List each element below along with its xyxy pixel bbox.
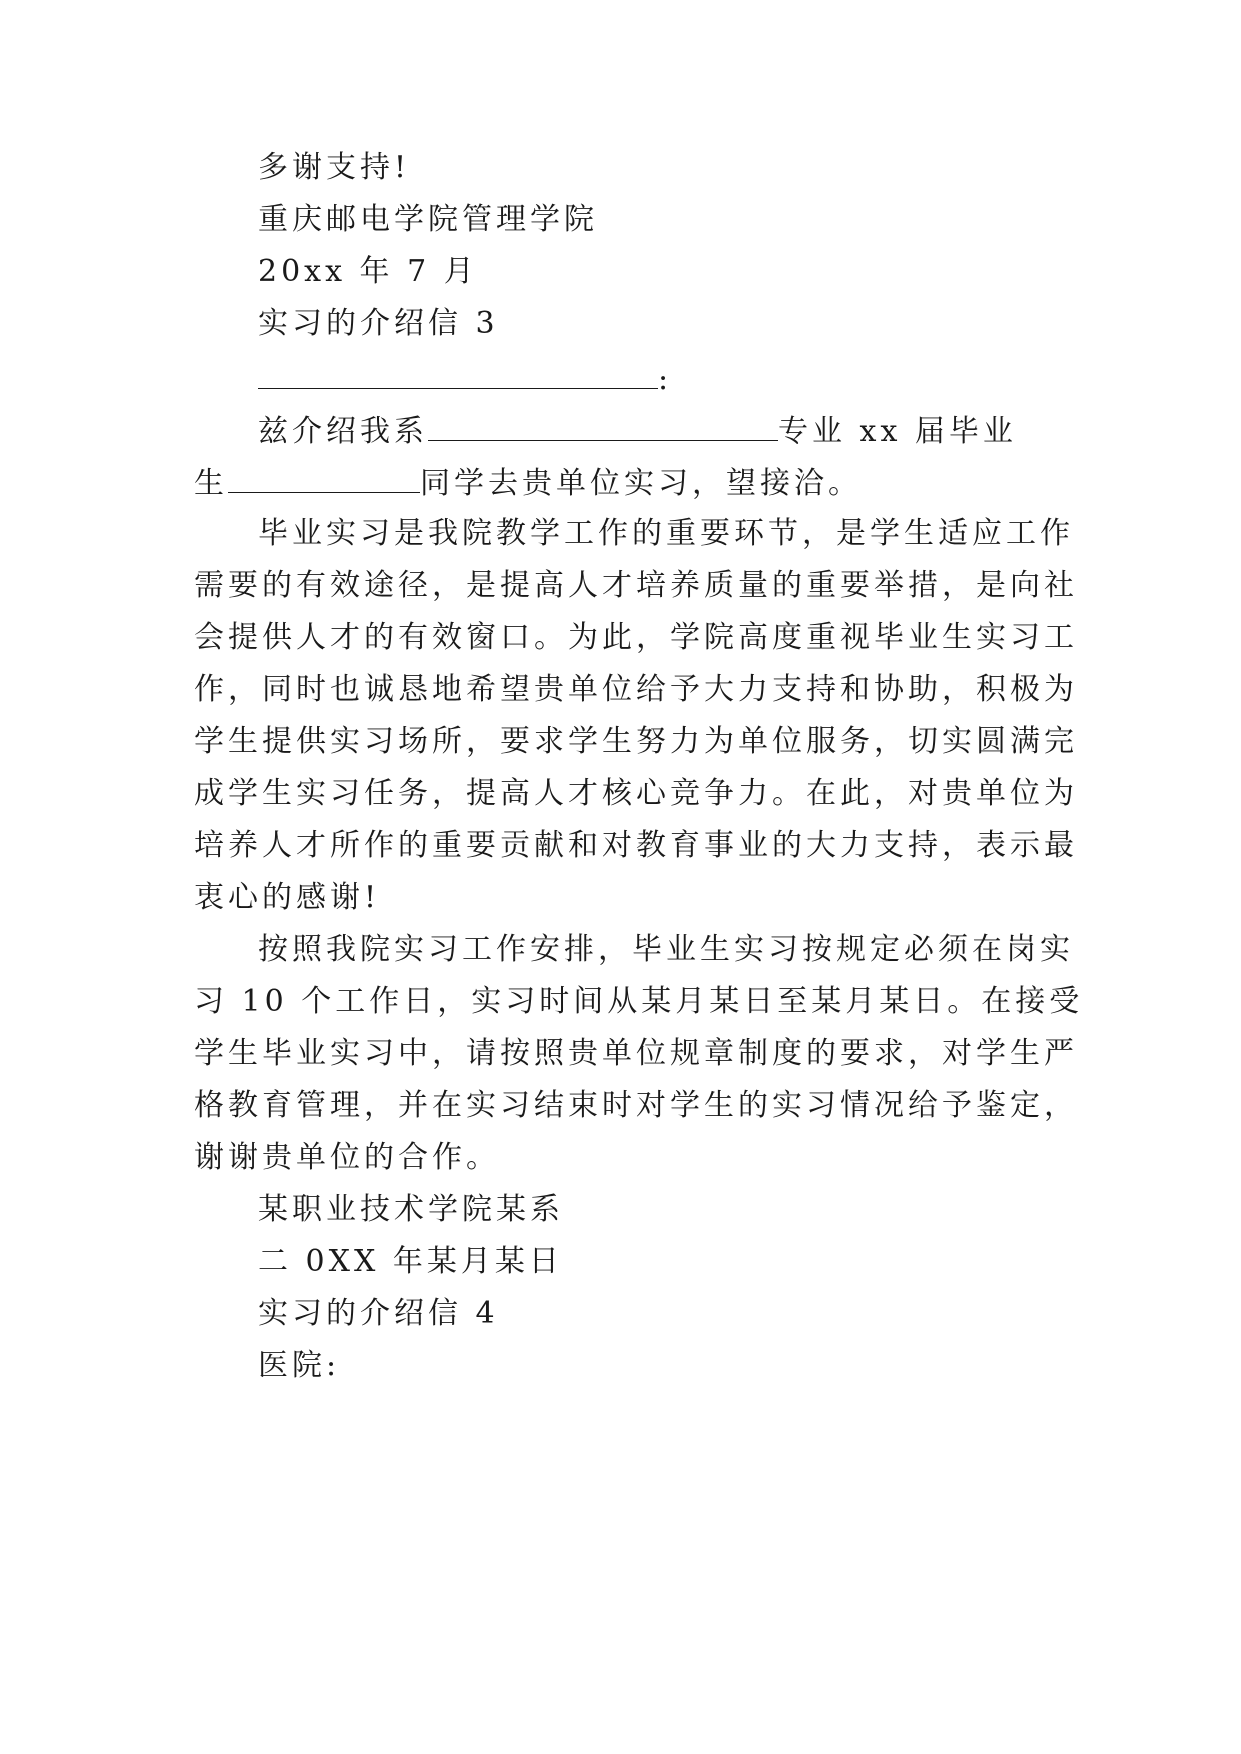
letter3-intro-line1 — [258, 410, 1118, 452]
para1-line: 成学生实习任务，提高人才核心竞争力。在此，对贵单位为 — [194, 776, 1078, 811]
para2-line: 按照我院实习工作安排，毕业生实习按规定必须在岗实 — [258, 932, 1074, 967]
para1-line: 作，同时也诚恳地希望贵单位给予大力支持和协助，积极为 — [194, 672, 1078, 707]
closing-thanks: 多谢支持! — [258, 150, 411, 185]
para1-line: 会提供人才的有效窗口。为此，学院高度重视毕业生实习工 — [194, 620, 1078, 655]
intro-mid: 专业 xx 届毕业 — [778, 414, 1017, 449]
para1-line: 衷心的感谢! — [194, 880, 381, 915]
intro-line2-suffix: 同学去贵单位实习，望接洽。 — [420, 466, 862, 501]
letter3-intro-line2 — [194, 462, 1054, 504]
para2-line: 学生毕业实习中，请按照贵单位规章制度的要求，对学生严 — [194, 1036, 1078, 1071]
salutation-colon: : — [658, 362, 673, 397]
para1-line: 培养人才所作的重要贡献和对教育事业的大力支持，表示最 — [194, 828, 1078, 863]
student-name-blank — [228, 462, 420, 493]
letter3-signature: 某职业技术学院某系 — [258, 1192, 564, 1227]
para2-line: 格教育管理，并在实习结束时对学生的实习情况给予鉴定， — [194, 1088, 1078, 1123]
closing-signature: 重庆邮电学院管理学院 — [258, 202, 598, 237]
salutation-blank — [258, 358, 658, 389]
para1-line: 毕业实习是我院教学工作的重要环节，是学生适应工作 — [258, 516, 1074, 551]
letter4-salutation: 医院: — [258, 1348, 341, 1383]
letter3-salutation — [258, 358, 1118, 400]
intro-prefix: 兹介绍我系 — [258, 414, 428, 449]
para1-line: 学生提供实习场所，要求学生努力为单位服务，切实圆满完 — [194, 724, 1078, 759]
para1-line: 需要的有效途径，是提高人才培养质量的重要举措，是向社 — [194, 568, 1078, 603]
intro-line2-prefix: 生 — [194, 466, 228, 501]
letter3-title: 实习的介绍信 3 — [258, 306, 499, 341]
letter4-title: 实习的介绍信 4 — [258, 1296, 499, 1331]
letter3-date: 二 0XX 年某月某日 — [258, 1244, 563, 1279]
closing-date: 20xx 年 7 月 — [258, 254, 478, 289]
para2-line: 谢谢贵单位的合作。 — [194, 1140, 500, 1175]
major-blank — [428, 410, 778, 441]
para2-line: 习 10 个工作日，实习时间从某月某日至某月某日。在接受 — [194, 984, 1084, 1019]
